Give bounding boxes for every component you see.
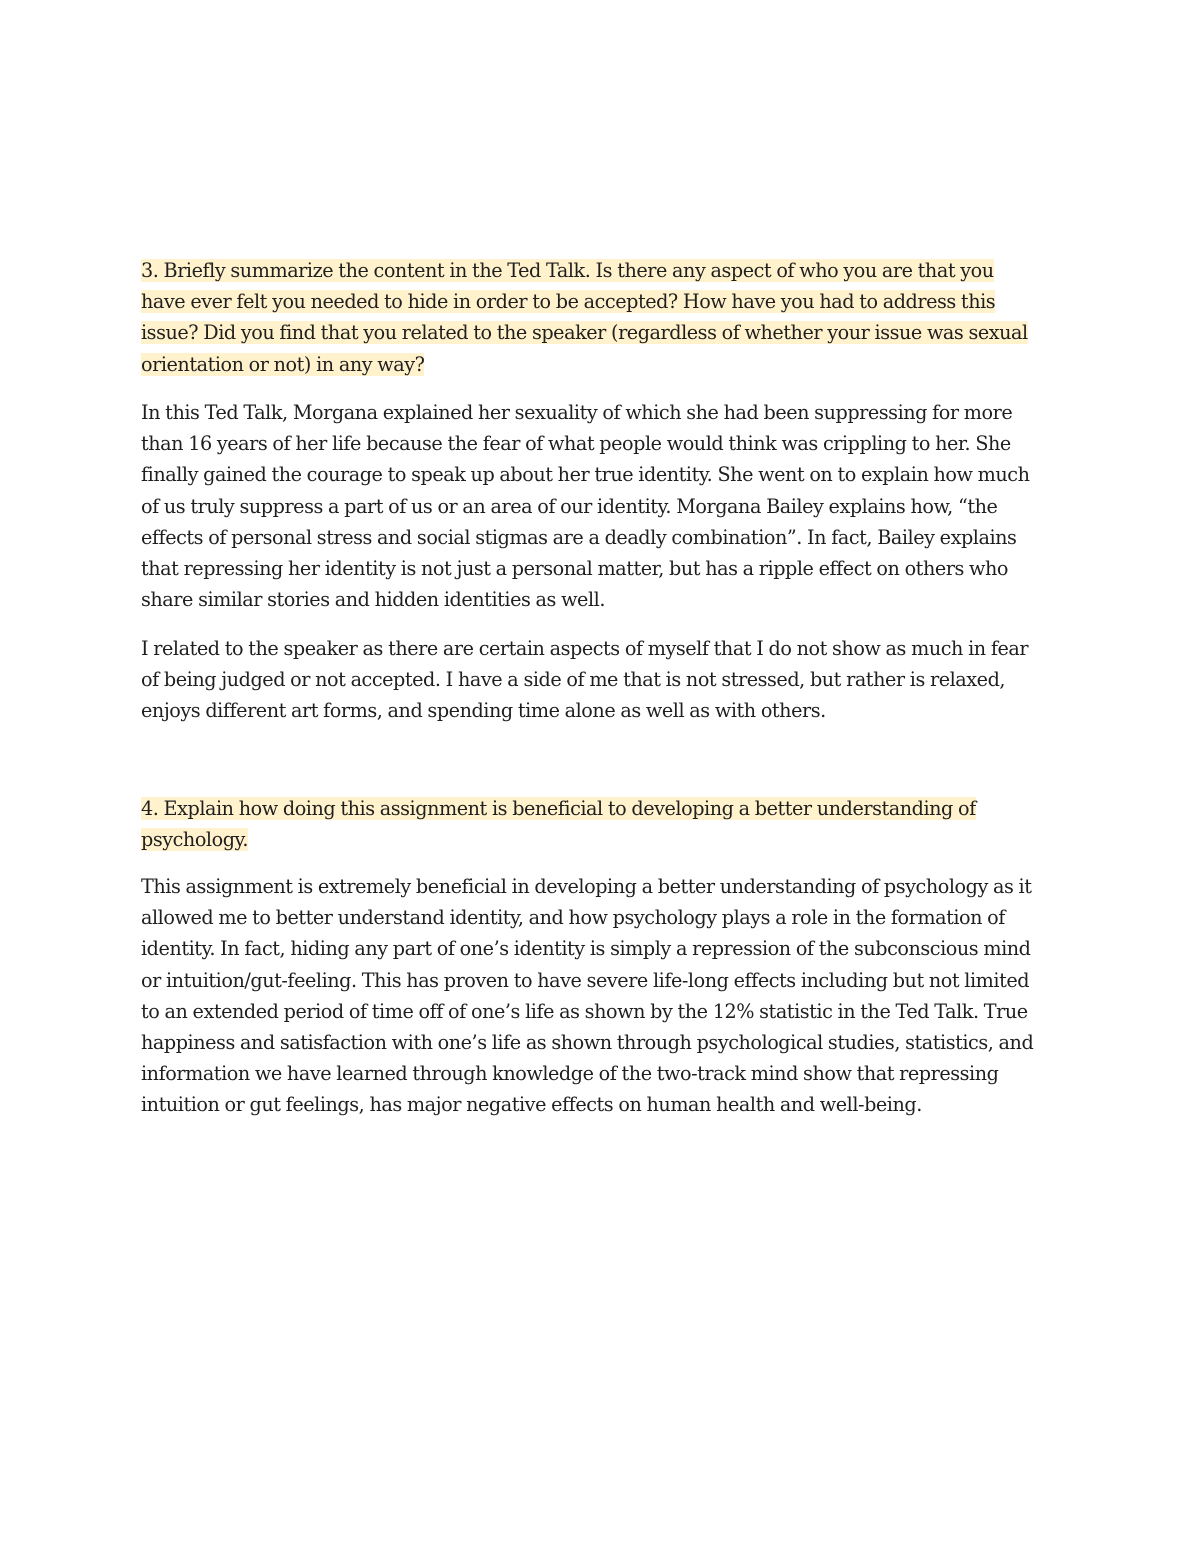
answer-line: identity. In fact, hiding any part of one’s identity is simply a repression of the subconscious mind — [141, 937, 1031, 961]
answer-line: enjoys different art forms, and spending time alone as well as with others. — [141, 699, 826, 723]
answer-line: share similar stories and hidden identities as well. — [141, 588, 605, 612]
answer-line: information we have learned through knowledge of the two-track mind show that repressing — [141, 1062, 999, 1086]
question-3-line: 3. Briefly summarize the content in the Ted Talk. Is there any aspect of who you are that you — [141, 259, 994, 282]
question-3-line: issue? Did you find that you related to the speaker (regardless of whether your issue was sexual — [141, 321, 1028, 345]
answer-3-paragraph-1 — [141, 397, 1071, 615]
answer-line: happiness and satisfaction with one’s life as shown through psychological studies, statistics, and — [141, 1031, 1034, 1055]
answer-line: that repressing her identity is not just a personal matter, but has a ripple effect on others who — [141, 557, 1009, 581]
answer-line: This assignment is extremely beneficial in developing a better understanding of psychology as it — [141, 875, 1032, 898]
answer-line: of being judged or not accepted. I have a side of me that is not stressed, but rather is relaxed, — [141, 668, 1006, 692]
answer-line: intuition or gut feelings, has major negative effects on human health and well-being. — [141, 1093, 922, 1117]
answer-4-paragraph-1 — [141, 871, 1071, 1121]
question-3-line: orientation or not) in any way? — [141, 352, 425, 376]
question-3 — [141, 255, 1071, 380]
answer-line: or intuition/gut-feeling. This has proven to have severe life-long effects including but not limited — [141, 968, 1030, 992]
answer-line: In this Ted Talk, Morgana explained her sexuality of which she had been suppressing for more — [141, 401, 1013, 424]
question-4-line: 4. Explain how doing this assignment is beneficial to developing a better understanding of — [141, 797, 976, 820]
answer-line: effects of personal stress and social stigmas are a deadly combination”. In fact, Bailey explains — [141, 525, 1017, 549]
answer-line: than 16 years of her life because the fear of what people would think was crippling to her. She — [141, 432, 1011, 456]
question-4 — [141, 793, 1071, 855]
answer-line: I related to the speaker as there are certain aspects of myself that I do not show as much in fear — [141, 637, 1029, 660]
answer-line: to an extended period of time off of one’s life as shown by the 12% statistic in the Ted Talk. True — [141, 999, 1028, 1023]
answer-3-paragraph-2 — [141, 633, 1071, 727]
question-3-line: have ever felt you needed to hide in order to be accepted? How have you had to address this — [141, 290, 996, 314]
question-4-line: psychology. — [141, 828, 249, 852]
answer-line: allowed me to better understand identity, and how psychology plays a role in the formation of — [141, 906, 1005, 930]
answer-line: finally gained the courage to speak up about her true identity. She went on to explain how much — [141, 463, 1030, 487]
answer-line: of us truly suppress a part of us or an area of our identity. Morgana Bailey explains how, “the — [141, 494, 998, 518]
